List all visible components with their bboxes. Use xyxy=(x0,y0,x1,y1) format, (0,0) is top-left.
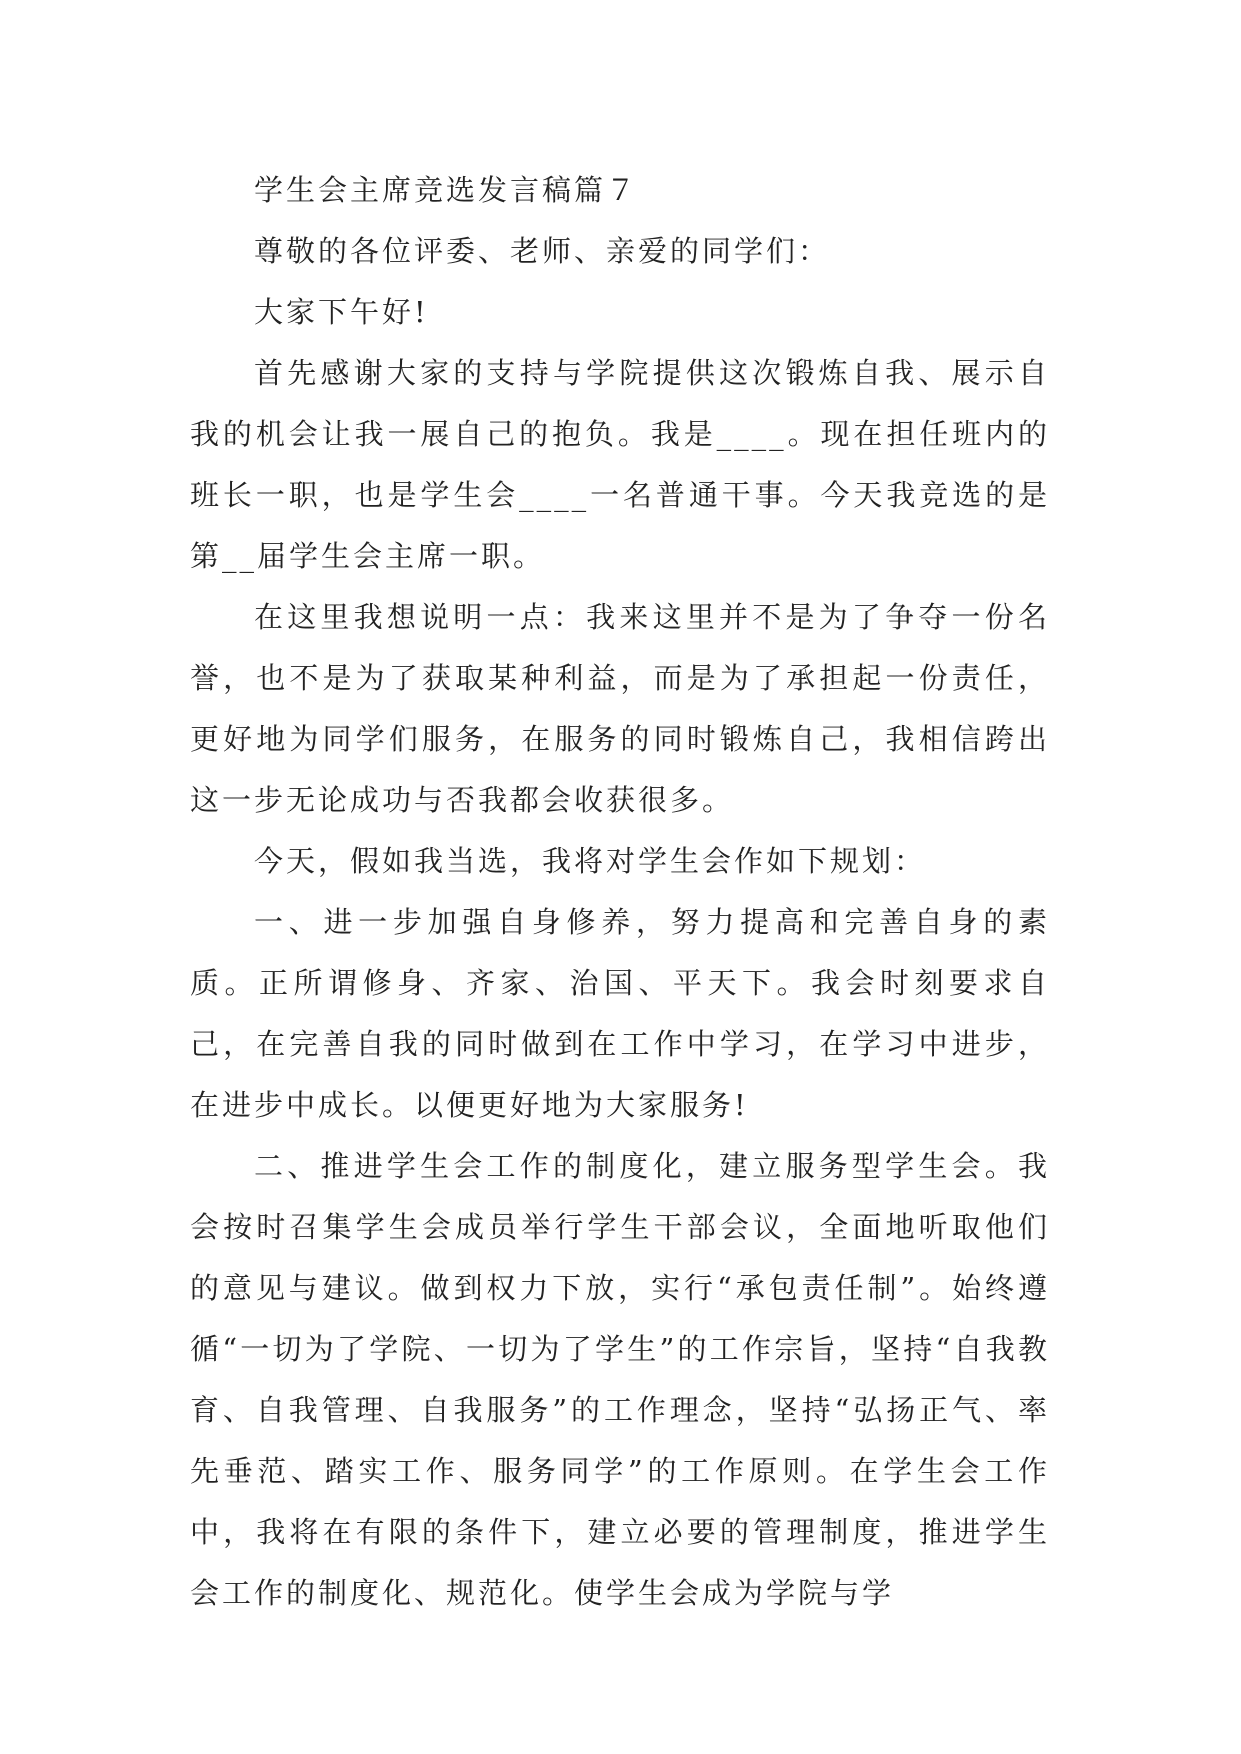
greeting-paragraph: 大家下午好! xyxy=(254,295,429,329)
document-title: 学生会主席竞选发言稿篇７ xyxy=(254,173,639,207)
salutation-paragraph: 尊敬的各位评委、老师、亲爱的同学们： xyxy=(254,234,831,268)
intro-paragraph: 首先感谢大家的支持与学院提供这次锻炼自我、展示自我的机会让我一展自己的抱负。我是____。现在担任班内的班长一职，也是学生会____一名普通干事。今天我竞选的是第__届学生会主席一职。 xyxy=(190,356,1050,573)
document-body xyxy=(190,160,1050,1624)
motivation-paragraph: 在这里我想说明一点：我来这里并不是为了争夺一份名誉，也不是为了获取某种利益，而是为了承担起一份责任，更好地为同学们服务，在服务的同时锻炼自己，我相信跨出这一步无论成功与否我都会收获很多。 xyxy=(190,600,1050,817)
plan-item-one-paragraph: 一、进一步加强自身修养，努力提高和完善自身的素质。正所谓修身、齐家、治国、平天下。我会时刻要求自己，在完善自我的同时做到在工作中学习，在学习中进步，在进步中成长。以便更好地为大家服务! xyxy=(190,905,1050,1122)
plan-intro-paragraph: 今天，假如我当选，我将对学生会作如下规划： xyxy=(254,844,927,878)
plan-item-two-paragraph: 二、推进学生会工作的制度化，建立服务型学生会。我会按时召集学生会成员举行学生干部会议，全面地听取他们的意见与建议。做到权力下放，实行“承包责任制”。始终遵循“一切为了学院、一切为了学生”的工作宗旨，坚持“自我教育、自我管理、自我服务”的工作理念，坚持“弘扬正气、率先垂范、踏实工作、服务同学”的工作原则。在学生会工作中，我将在有限的条件下，建立必要的管理制度，推进学生会工作的制度化、规范化。使学生会成为学院与学 xyxy=(190,1149,1050,1610)
